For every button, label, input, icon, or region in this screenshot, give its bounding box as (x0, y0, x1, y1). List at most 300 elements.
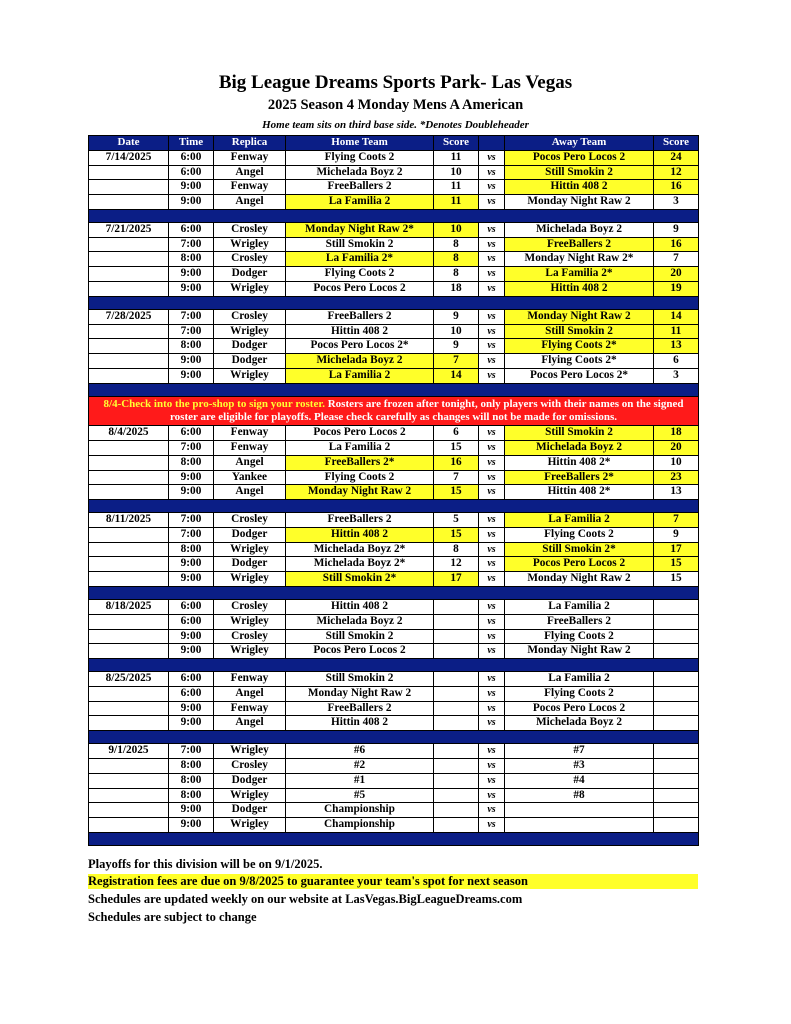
field-replica: Wrigley (214, 788, 286, 803)
away-score (654, 818, 699, 833)
away-score: 13 (654, 485, 699, 500)
game-time: 6:00 (169, 426, 214, 441)
away-team: Monday Night Raw 2 (505, 572, 654, 587)
table-row (89, 426, 699, 441)
separator-bar (89, 383, 699, 396)
col-time-header: Time (169, 136, 214, 151)
game-date (89, 527, 169, 542)
away-score: 7 (654, 252, 699, 267)
home-team: La Familia 2 (286, 368, 434, 383)
week-separator (89, 500, 699, 513)
vs-label: vs (479, 368, 505, 383)
home-team: Hittin 408 2 (286, 527, 434, 542)
col-home-team-header: Home Team (286, 136, 434, 151)
separator-bar (89, 587, 699, 600)
field-replica: Wrigley (214, 744, 286, 759)
home-score: 17 (434, 572, 479, 587)
field-replica: Angel (214, 686, 286, 701)
away-team: #8 (505, 788, 654, 803)
home-team: Still Smokin 2 (286, 672, 434, 687)
game-time: 7:00 (169, 527, 214, 542)
home-team: La Familia 2 (286, 441, 434, 456)
table-row (89, 513, 699, 528)
away-score: 20 (654, 267, 699, 282)
vs-label: vs (479, 354, 505, 369)
away-score: 3 (654, 368, 699, 383)
away-score (654, 788, 699, 803)
separator-bar (89, 659, 699, 672)
table-row (89, 644, 699, 659)
home-team: Championship (286, 818, 434, 833)
col-away-score-header: Score (654, 136, 699, 151)
game-date (89, 339, 169, 354)
game-time: 6:00 (169, 686, 214, 701)
home-team: Monday Night Raw 2* (286, 222, 434, 237)
home-team: La Familia 2* (286, 252, 434, 267)
table-row (89, 368, 699, 383)
away-team: Hittin 408 2* (505, 455, 654, 470)
home-score: 9 (434, 309, 479, 324)
game-date (89, 485, 169, 500)
game-time: 6:00 (169, 150, 214, 165)
home-team: #2 (286, 758, 434, 773)
game-date (89, 572, 169, 587)
table-row (89, 701, 699, 716)
vs-label: vs (479, 485, 505, 500)
away-score (654, 644, 699, 659)
week-separator (89, 587, 699, 600)
field-replica: Wrigley (214, 542, 286, 557)
vs-label: vs (479, 701, 505, 716)
away-team: Flying Coots 2 (505, 686, 654, 701)
home-score (434, 803, 479, 818)
vs-label: vs (479, 744, 505, 759)
home-score: 8 (434, 252, 479, 267)
field-replica: Fenway (214, 672, 286, 687)
roster-notice-text: Rosters are frozen after tonight, only players with their names on the signed roster are eligible for playoffs. Please check carefully as changes will not be made for omissions. (170, 397, 684, 423)
table-row (89, 788, 699, 803)
table-row (89, 557, 699, 572)
vs-label: vs (479, 599, 505, 614)
home-team: Flying Coots 2 (286, 267, 434, 282)
home-team: Pocos Pero Locos 2 (286, 644, 434, 659)
home-score: 11 (434, 195, 479, 210)
field-replica: Angel (214, 485, 286, 500)
table-row (89, 455, 699, 470)
home-team: FreeBallers 2 (286, 309, 434, 324)
home-score: 16 (434, 455, 479, 470)
game-time: 9:00 (169, 803, 214, 818)
away-team: Still Smokin 2 (505, 324, 654, 339)
table-row (89, 629, 699, 644)
away-team: Michelada Boyz 2 (505, 222, 654, 237)
home-score (434, 672, 479, 687)
away-score (654, 773, 699, 788)
vs-label: vs (479, 470, 505, 485)
game-date: 8/25/2025 (89, 672, 169, 687)
field-replica: Fenway (214, 441, 286, 456)
home-team: #1 (286, 773, 434, 788)
game-time: 7:00 (169, 513, 214, 528)
away-team: Flying Coots 2 (505, 629, 654, 644)
away-team: La Familia 2 (505, 513, 654, 528)
table-row (89, 252, 699, 267)
col-replica-header: Replica (214, 136, 286, 151)
away-team: Pocos Pero Locos 2 (505, 150, 654, 165)
game-date (89, 368, 169, 383)
game-date (89, 237, 169, 252)
game-time: 9:00 (169, 716, 214, 731)
away-score (654, 803, 699, 818)
vs-label: vs (479, 686, 505, 701)
home-score: 8 (434, 237, 479, 252)
away-score: 15 (654, 572, 699, 587)
table-row (89, 803, 699, 818)
away-score (654, 599, 699, 614)
roster-notice (89, 396, 699, 426)
home-team: Still Smokin 2 (286, 237, 434, 252)
game-time: 6:00 (169, 165, 214, 180)
field-replica: Wrigley (214, 324, 286, 339)
game-time: 7:00 (169, 237, 214, 252)
game-time: 7:00 (169, 744, 214, 759)
table-row (89, 614, 699, 629)
home-score (434, 744, 479, 759)
home-team: #6 (286, 744, 434, 759)
home-score: 18 (434, 282, 479, 297)
table-row (89, 744, 699, 759)
table-row (89, 282, 699, 297)
away-team: #7 (505, 744, 654, 759)
game-time: 8:00 (169, 455, 214, 470)
game-time: 9:00 (169, 572, 214, 587)
away-score: 17 (654, 542, 699, 557)
game-time: 9:00 (169, 701, 214, 716)
game-date (89, 455, 169, 470)
vs-label: vs (479, 150, 505, 165)
away-team: FreeBallers 2* (505, 470, 654, 485)
away-team: FreeBallers 2 (505, 237, 654, 252)
game-date: 8/11/2025 (89, 513, 169, 528)
game-date (89, 614, 169, 629)
away-score (654, 614, 699, 629)
away-team: Hittin 408 2 (505, 180, 654, 195)
game-date (89, 282, 169, 297)
away-score (654, 716, 699, 731)
home-score: 10 (434, 165, 479, 180)
field-replica: Dodger (214, 803, 286, 818)
home-team: Pocos Pero Locos 2 (286, 426, 434, 441)
away-score: 9 (654, 222, 699, 237)
home-score (434, 686, 479, 701)
away-score: 16 (654, 180, 699, 195)
table-row (89, 485, 699, 500)
game-date: 7/21/2025 (89, 222, 169, 237)
table-row (89, 150, 699, 165)
week-separator (89, 832, 699, 845)
away-team: #3 (505, 758, 654, 773)
table-row (89, 180, 699, 195)
game-time: 8:00 (169, 773, 214, 788)
vs-label: vs (479, 758, 505, 773)
game-date (89, 701, 169, 716)
game-date (89, 252, 169, 267)
home-score (434, 773, 479, 788)
field-replica: Wrigley (214, 368, 286, 383)
away-team: Monday Night Raw 2* (505, 252, 654, 267)
col-date-header: Date (89, 136, 169, 151)
game-time: 6:00 (169, 672, 214, 687)
week-separator (89, 659, 699, 672)
home-score (434, 629, 479, 644)
game-time: 9:00 (169, 470, 214, 485)
away-team: Monday Night Raw 2 (505, 309, 654, 324)
vs-label: vs (479, 324, 505, 339)
game-date (89, 788, 169, 803)
vs-label: vs (479, 267, 505, 282)
home-score (434, 599, 479, 614)
table-row (89, 527, 699, 542)
away-team: Michelada Boyz 2 (505, 716, 654, 731)
game-time: 9:00 (169, 557, 214, 572)
away-score (654, 686, 699, 701)
game-time: 8:00 (169, 252, 214, 267)
away-score: 19 (654, 282, 699, 297)
vs-label: vs (479, 339, 505, 354)
table-row (89, 339, 699, 354)
home-team: Flying Coots 2 (286, 150, 434, 165)
vs-label: vs (479, 672, 505, 687)
col-vs-header (479, 136, 505, 151)
away-score: 23 (654, 470, 699, 485)
game-date (89, 557, 169, 572)
field-replica: Fenway (214, 426, 286, 441)
vs-label: vs (479, 716, 505, 731)
roster-notice-row (89, 396, 699, 426)
home-team: Monday Night Raw 2 (286, 686, 434, 701)
away-score (654, 744, 699, 759)
week-separator (89, 731, 699, 744)
vs-label: vs (479, 788, 505, 803)
separator-bar (89, 296, 699, 309)
away-score (654, 672, 699, 687)
home-score: 8 (434, 542, 479, 557)
field-replica: Crosley (214, 758, 286, 773)
game-time: 9:00 (169, 282, 214, 297)
game-time: 9:00 (169, 354, 214, 369)
vs-label: vs (479, 629, 505, 644)
away-score: 15 (654, 557, 699, 572)
page-title: Big League Dreams Sports Park- Las Vegas (218, 72, 573, 93)
field-replica: Crosley (214, 309, 286, 324)
game-time: 8:00 (169, 339, 214, 354)
home-score: 10 (434, 324, 479, 339)
game-time: 9:00 (169, 818, 214, 833)
away-score: 18 (654, 426, 699, 441)
game-date: 7/28/2025 (89, 309, 169, 324)
game-time: 8:00 (169, 788, 214, 803)
table-row (89, 686, 699, 701)
field-replica: Crosley (214, 252, 286, 267)
separator-bar (89, 832, 699, 845)
field-replica: Angel (214, 195, 286, 210)
game-time: 9:00 (169, 368, 214, 383)
home-team: Hittin 408 2 (286, 324, 434, 339)
game-time: 9:00 (169, 195, 214, 210)
home-team: #5 (286, 788, 434, 803)
game-time: 8:00 (169, 758, 214, 773)
home-team: Flying Coots 2 (286, 470, 434, 485)
away-team: FreeBallers 2 (505, 614, 654, 629)
game-date (89, 803, 169, 818)
vs-label: vs (479, 644, 505, 659)
table-row (89, 354, 699, 369)
playoffs-note: Playoffs for this division will be on 9/1/2025. (88, 857, 323, 871)
field-replica: Fenway (214, 180, 286, 195)
home-score: 9 (434, 339, 479, 354)
game-time: 6:00 (169, 599, 214, 614)
game-date (89, 629, 169, 644)
game-time: 9:00 (169, 180, 214, 195)
separator-bar (89, 500, 699, 513)
home-score (434, 716, 479, 731)
doubleheader-note: Home team sits on third base side. *Denotes Doubleheader (262, 119, 529, 131)
home-score: 11 (434, 150, 479, 165)
away-score: 10 (654, 455, 699, 470)
home-score: 10 (434, 222, 479, 237)
vs-label: vs (479, 513, 505, 528)
subject-to-change-note: Schedules are subject to change (88, 910, 257, 924)
away-team: La Familia 2* (505, 267, 654, 282)
away-team: Hittin 408 2* (505, 485, 654, 500)
away-team: Pocos Pero Locos 2 (505, 557, 654, 572)
table-row (89, 716, 699, 731)
game-time: 7:00 (169, 324, 214, 339)
field-replica: Dodger (214, 527, 286, 542)
separator-bar (89, 731, 699, 744)
home-score: 15 (434, 527, 479, 542)
away-score: 11 (654, 324, 699, 339)
away-team: La Familia 2 (505, 672, 654, 687)
table-row (89, 599, 699, 614)
game-date (89, 195, 169, 210)
home-score: 6 (434, 426, 479, 441)
field-replica: Crosley (214, 599, 286, 614)
game-date (89, 441, 169, 456)
game-date (89, 686, 169, 701)
table-row (89, 165, 699, 180)
game-date (89, 165, 169, 180)
separator-bar (89, 209, 699, 222)
home-score (434, 818, 479, 833)
website-note: Schedules are updated weekly on our website at LasVegas.BigLeagueDreams.com (88, 892, 523, 906)
away-team: Pocos Pero Locos 2 (505, 701, 654, 716)
table-row (89, 237, 699, 252)
col-home-score-header: Score (434, 136, 479, 151)
vs-label: vs (479, 222, 505, 237)
game-time: 9:00 (169, 485, 214, 500)
table-row (89, 195, 699, 210)
table-row (89, 672, 699, 687)
home-team: FreeBallers 2 (286, 180, 434, 195)
home-score (434, 614, 479, 629)
home-score: 15 (434, 441, 479, 456)
game-time: 8:00 (169, 542, 214, 557)
game-time: 9:00 (169, 644, 214, 659)
home-team: Pocos Pero Locos 2* (286, 339, 434, 354)
away-score: 3 (654, 195, 699, 210)
game-time: 6:00 (169, 614, 214, 629)
field-replica: Crosley (214, 629, 286, 644)
away-score: 24 (654, 150, 699, 165)
home-score: 8 (434, 267, 479, 282)
game-date (89, 758, 169, 773)
page-subtitle: 2025 Season 4 Monday Mens A American (267, 97, 524, 113)
game-date (89, 267, 169, 282)
vs-label: vs (479, 180, 505, 195)
field-replica: Dodger (214, 267, 286, 282)
vs-label: vs (479, 557, 505, 572)
vs-label: vs (479, 165, 505, 180)
table-row (89, 324, 699, 339)
table-row (89, 267, 699, 282)
col-away-team-header: Away Team (505, 136, 654, 151)
vs-label: vs (479, 542, 505, 557)
vs-label: vs (479, 527, 505, 542)
week-separator (89, 383, 699, 396)
vs-label: vs (479, 614, 505, 629)
vs-label: vs (479, 773, 505, 788)
home-team: Monday Night Raw 2 (286, 485, 434, 500)
field-replica: Wrigley (214, 818, 286, 833)
away-score: 7 (654, 513, 699, 528)
schedule-table (88, 135, 699, 846)
game-time: 9:00 (169, 267, 214, 282)
game-time: 7:00 (169, 441, 214, 456)
game-date: 7/14/2025 (89, 150, 169, 165)
vs-label: vs (479, 818, 505, 833)
field-replica: Angel (214, 455, 286, 470)
game-time: 7:00 (169, 309, 214, 324)
away-team: Still Smokin 2 (505, 165, 654, 180)
field-replica: Dodger (214, 773, 286, 788)
away-team (505, 803, 654, 818)
away-score (654, 758, 699, 773)
away-score: 6 (654, 354, 699, 369)
away-score (654, 629, 699, 644)
away-team: La Familia 2 (505, 599, 654, 614)
away-score: 20 (654, 441, 699, 456)
registration-note: Registration fees are due on 9/8/2025 to guarantee your team's spot for next season (88, 874, 698, 889)
home-score: 7 (434, 354, 479, 369)
game-date (89, 773, 169, 788)
field-replica: Wrigley (214, 572, 286, 587)
field-replica: Fenway (214, 150, 286, 165)
away-team: Flying Coots 2 (505, 527, 654, 542)
table-row (89, 441, 699, 456)
home-score: 7 (434, 470, 479, 485)
vs-label: vs (479, 426, 505, 441)
home-score (434, 788, 479, 803)
game-date (89, 542, 169, 557)
game-date (89, 644, 169, 659)
away-team: Monday Night Raw 2 (505, 195, 654, 210)
away-score (654, 701, 699, 716)
home-score: 11 (434, 180, 479, 195)
away-score: 9 (654, 527, 699, 542)
table-row (89, 542, 699, 557)
vs-label: vs (479, 441, 505, 456)
